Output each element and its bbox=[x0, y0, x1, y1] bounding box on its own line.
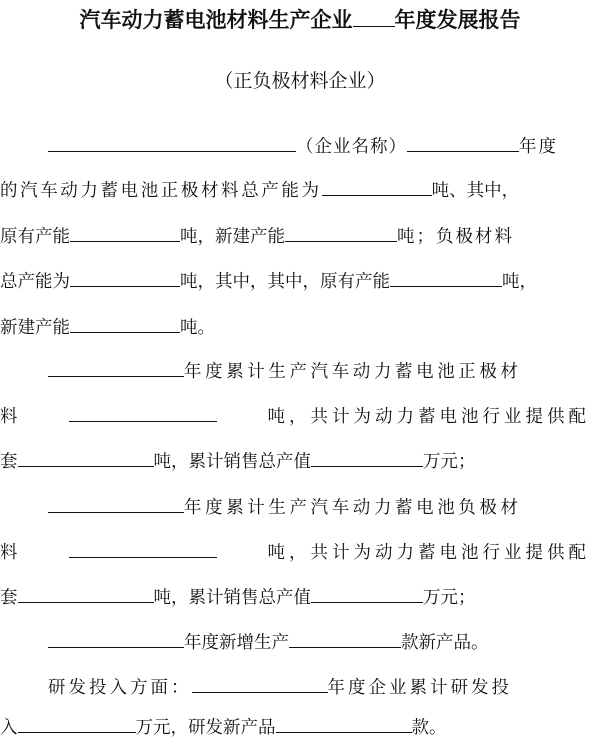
year-blank[interactable] bbox=[48, 358, 184, 377]
cathode-supply-blank[interactable] bbox=[18, 448, 154, 467]
cathode-existing-capacity-blank[interactable] bbox=[70, 223, 180, 242]
report-title: 汽车动力蓄电池材料生产企业 年度发展报告 bbox=[79, 8, 521, 32]
para5-line1: 研发投入方面： 年度企业累计研发投 bbox=[48, 674, 512, 699]
rd-new-products-blank[interactable] bbox=[276, 714, 412, 733]
year-blank[interactable] bbox=[407, 133, 519, 152]
cathode-sales-value-blank[interactable] bbox=[311, 448, 423, 467]
cathode-new-capacity-blank[interactable] bbox=[285, 223, 397, 242]
para5-line2: 入 万元，研发新产品 款。 bbox=[0, 714, 447, 739]
anode-capacity-blank[interactable] bbox=[70, 268, 180, 287]
anode-existing-capacity-blank[interactable] bbox=[390, 268, 502, 287]
cathode-capacity-blank[interactable] bbox=[322, 177, 432, 196]
para3-line1: 年度累计生产汽车动力蓄电池负极材 bbox=[48, 494, 522, 519]
para1-line4: 总产能为 吨，其中，其中，原有产能 吨， bbox=[0, 268, 537, 293]
anode-supply-blank[interactable] bbox=[18, 584, 154, 603]
year-blank[interactable] bbox=[353, 8, 395, 27]
para1-line1: （企业名称） 年度 bbox=[48, 133, 558, 158]
new-products-count-blank[interactable] bbox=[289, 629, 401, 648]
year-blank[interactable] bbox=[48, 629, 184, 648]
anode-new-capacity-blank[interactable] bbox=[70, 314, 180, 333]
para1-line5: 新建产能 吨。 bbox=[0, 314, 215, 339]
para3-line2: 料 吨，共计为动力蓄电池行业提供配 bbox=[0, 539, 590, 564]
rd-investment-blank[interactable] bbox=[18, 714, 136, 733]
para2-line1: 年度累计生产汽车动力蓄电池正极材 bbox=[48, 358, 522, 383]
para2-line3: 套 吨，累计销售总产值 万元； bbox=[0, 448, 476, 473]
anode-output-blank[interactable] bbox=[69, 539, 217, 558]
year-blank[interactable] bbox=[192, 674, 328, 693]
para2-line2: 料 吨，共计为动力蓄电池行业提供配 bbox=[0, 403, 590, 428]
company-name-blank[interactable] bbox=[48, 133, 296, 152]
para3-line3: 套 吨，累计销售总产值 万元； bbox=[0, 584, 476, 609]
para4-line1: 年度新增生产 款新产品。 bbox=[48, 629, 489, 654]
anode-sales-value-blank[interactable] bbox=[311, 584, 423, 603]
year-blank[interactable] bbox=[48, 494, 184, 513]
cathode-output-blank[interactable] bbox=[69, 403, 217, 422]
report-subtitle: （正负极材料企业） bbox=[214, 70, 386, 92]
para1-line3: 原有产能 吨，新建产能 吨；负极材料 bbox=[0, 223, 514, 248]
para1-line2: 的汽车动力蓄电池正极材料总产能为 吨、其中， bbox=[0, 177, 519, 202]
